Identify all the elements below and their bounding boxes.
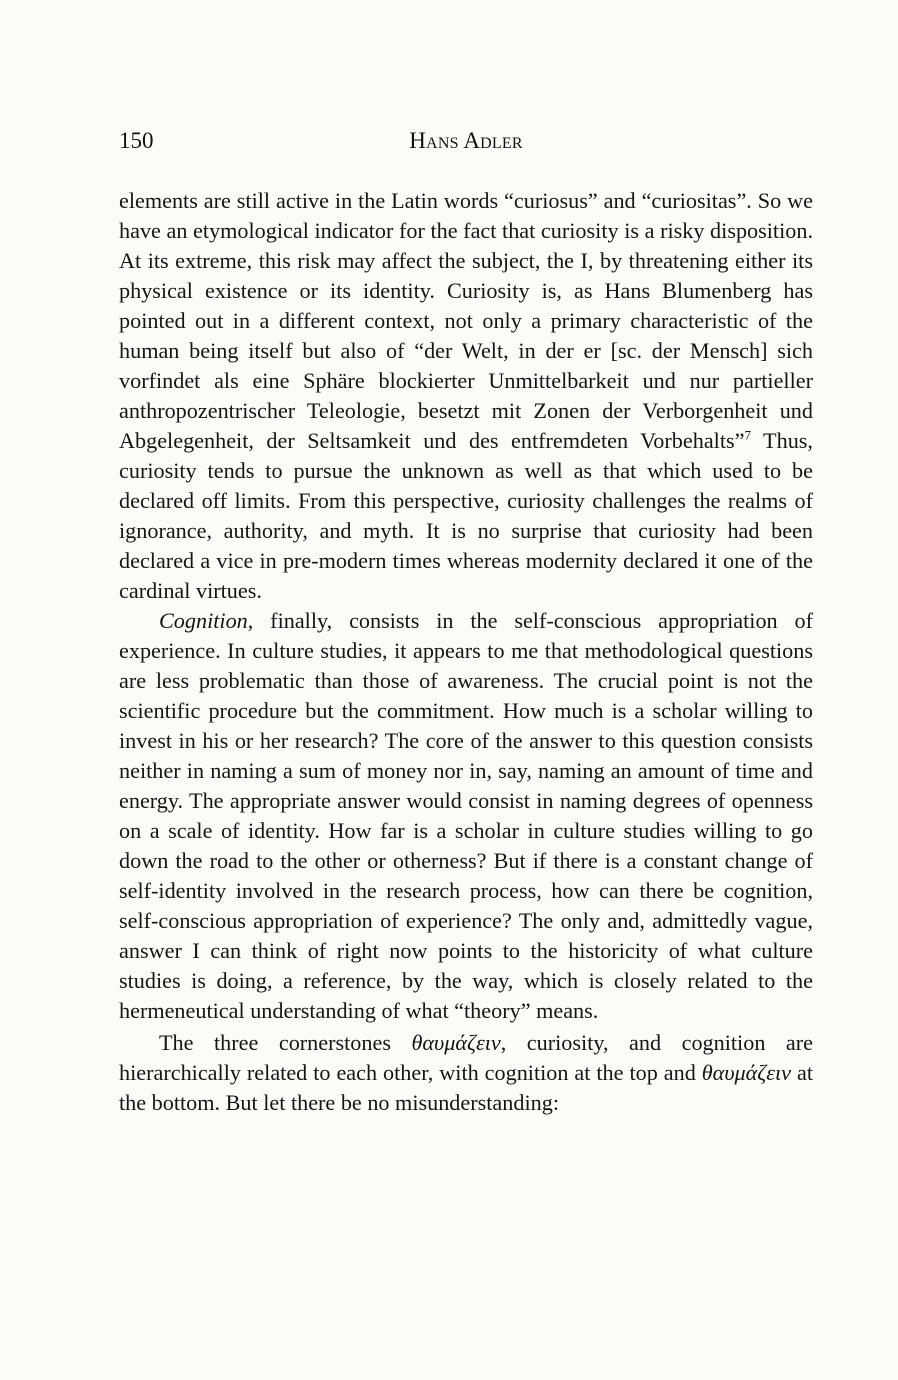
- page-number: 150: [119, 128, 154, 153]
- paragraph-text-continued: Thus, curiosity tends to pursue the unknown as well as that which used to be declared off limits. From this perspective, curiosity challenges the realms of ignorance, authority, and myth. It is no surprise that curiosity had been declared a vice in pre-modern times whereas modernity declared it one of the cardinal virtues.: [119, 428, 813, 603]
- paragraph-text-continued: , curiosity, and cognition are hierarchically related to each other, with cognition at the top and: [119, 1030, 814, 1085]
- paragraph-cognition: [119, 606, 813, 1026]
- paragraph-text: , finally, consists in the self-conscious appropriation of experience. In culture studies, it appears to me that methodological questions are less problematic than those of awareness. The crucial point is not the scientific procedure but the commitment. How much is a scholar willing to invest in his or her research? The core of the answer to this question consists neither in naming a sum of money nor in, say, naming an amount of time and energy. The appropriate answer would consist in naming degrees of openness on a scale of identity. How far is a scholar in culture studies willing to go down the road to the other or otherness? But if there is a constant change of self-identity involved in the research process, how can there be cognition, self-conscious appropriation of experience? The only and, admittedly vague, answer I can think of right now points to the historicity of what culture studies is doing, a reference, by the way, which is closely related to the hermeneutical understanding of what “theory” means.: [119, 608, 813, 1023]
- running-head: Hans Adler: [409, 128, 523, 153]
- page-header: [119, 128, 813, 158]
- cognition-term: Cognition: [159, 608, 248, 633]
- paragraph-text-end: at the bottom. But let there be no misunderstanding:: [119, 1060, 814, 1115]
- footnote-reference: 7: [744, 427, 751, 443]
- paragraph-text: elements are still active in the Latin words “curiosus” and “curiositas”. So we have an etymological indicator for the fact that curiosity is a risky disposition. At its extreme, this risk may affect the subject, the I, by threatening either its physical existence or its identity. Curiosity is, as Hans Blumenberg has pointed out in a different context, not only a primary characteristic of the human being itself but also of “der Welt, in der er [sc. der Mensch] sich vorfindet als eine Sphäre blockierter Unmittelbarkeit und nur partieller anthropozentrischer Teleologie, besetzt mit Zonen der Verborgenheit und Abgelegenheit, der Seltsamkeit und des entfremdeten Vorbehalts”: [119, 188, 813, 453]
- paragraph-text: The three cornerstones: [159, 1030, 412, 1055]
- greek-term: θαυμάζειν: [701, 1060, 792, 1085]
- paragraph-curiosity: [119, 186, 813, 606]
- greek-term: θαυμάζειν: [411, 1030, 501, 1055]
- paragraph-cornerstones: [119, 1028, 813, 1118]
- body-text: [119, 186, 813, 1118]
